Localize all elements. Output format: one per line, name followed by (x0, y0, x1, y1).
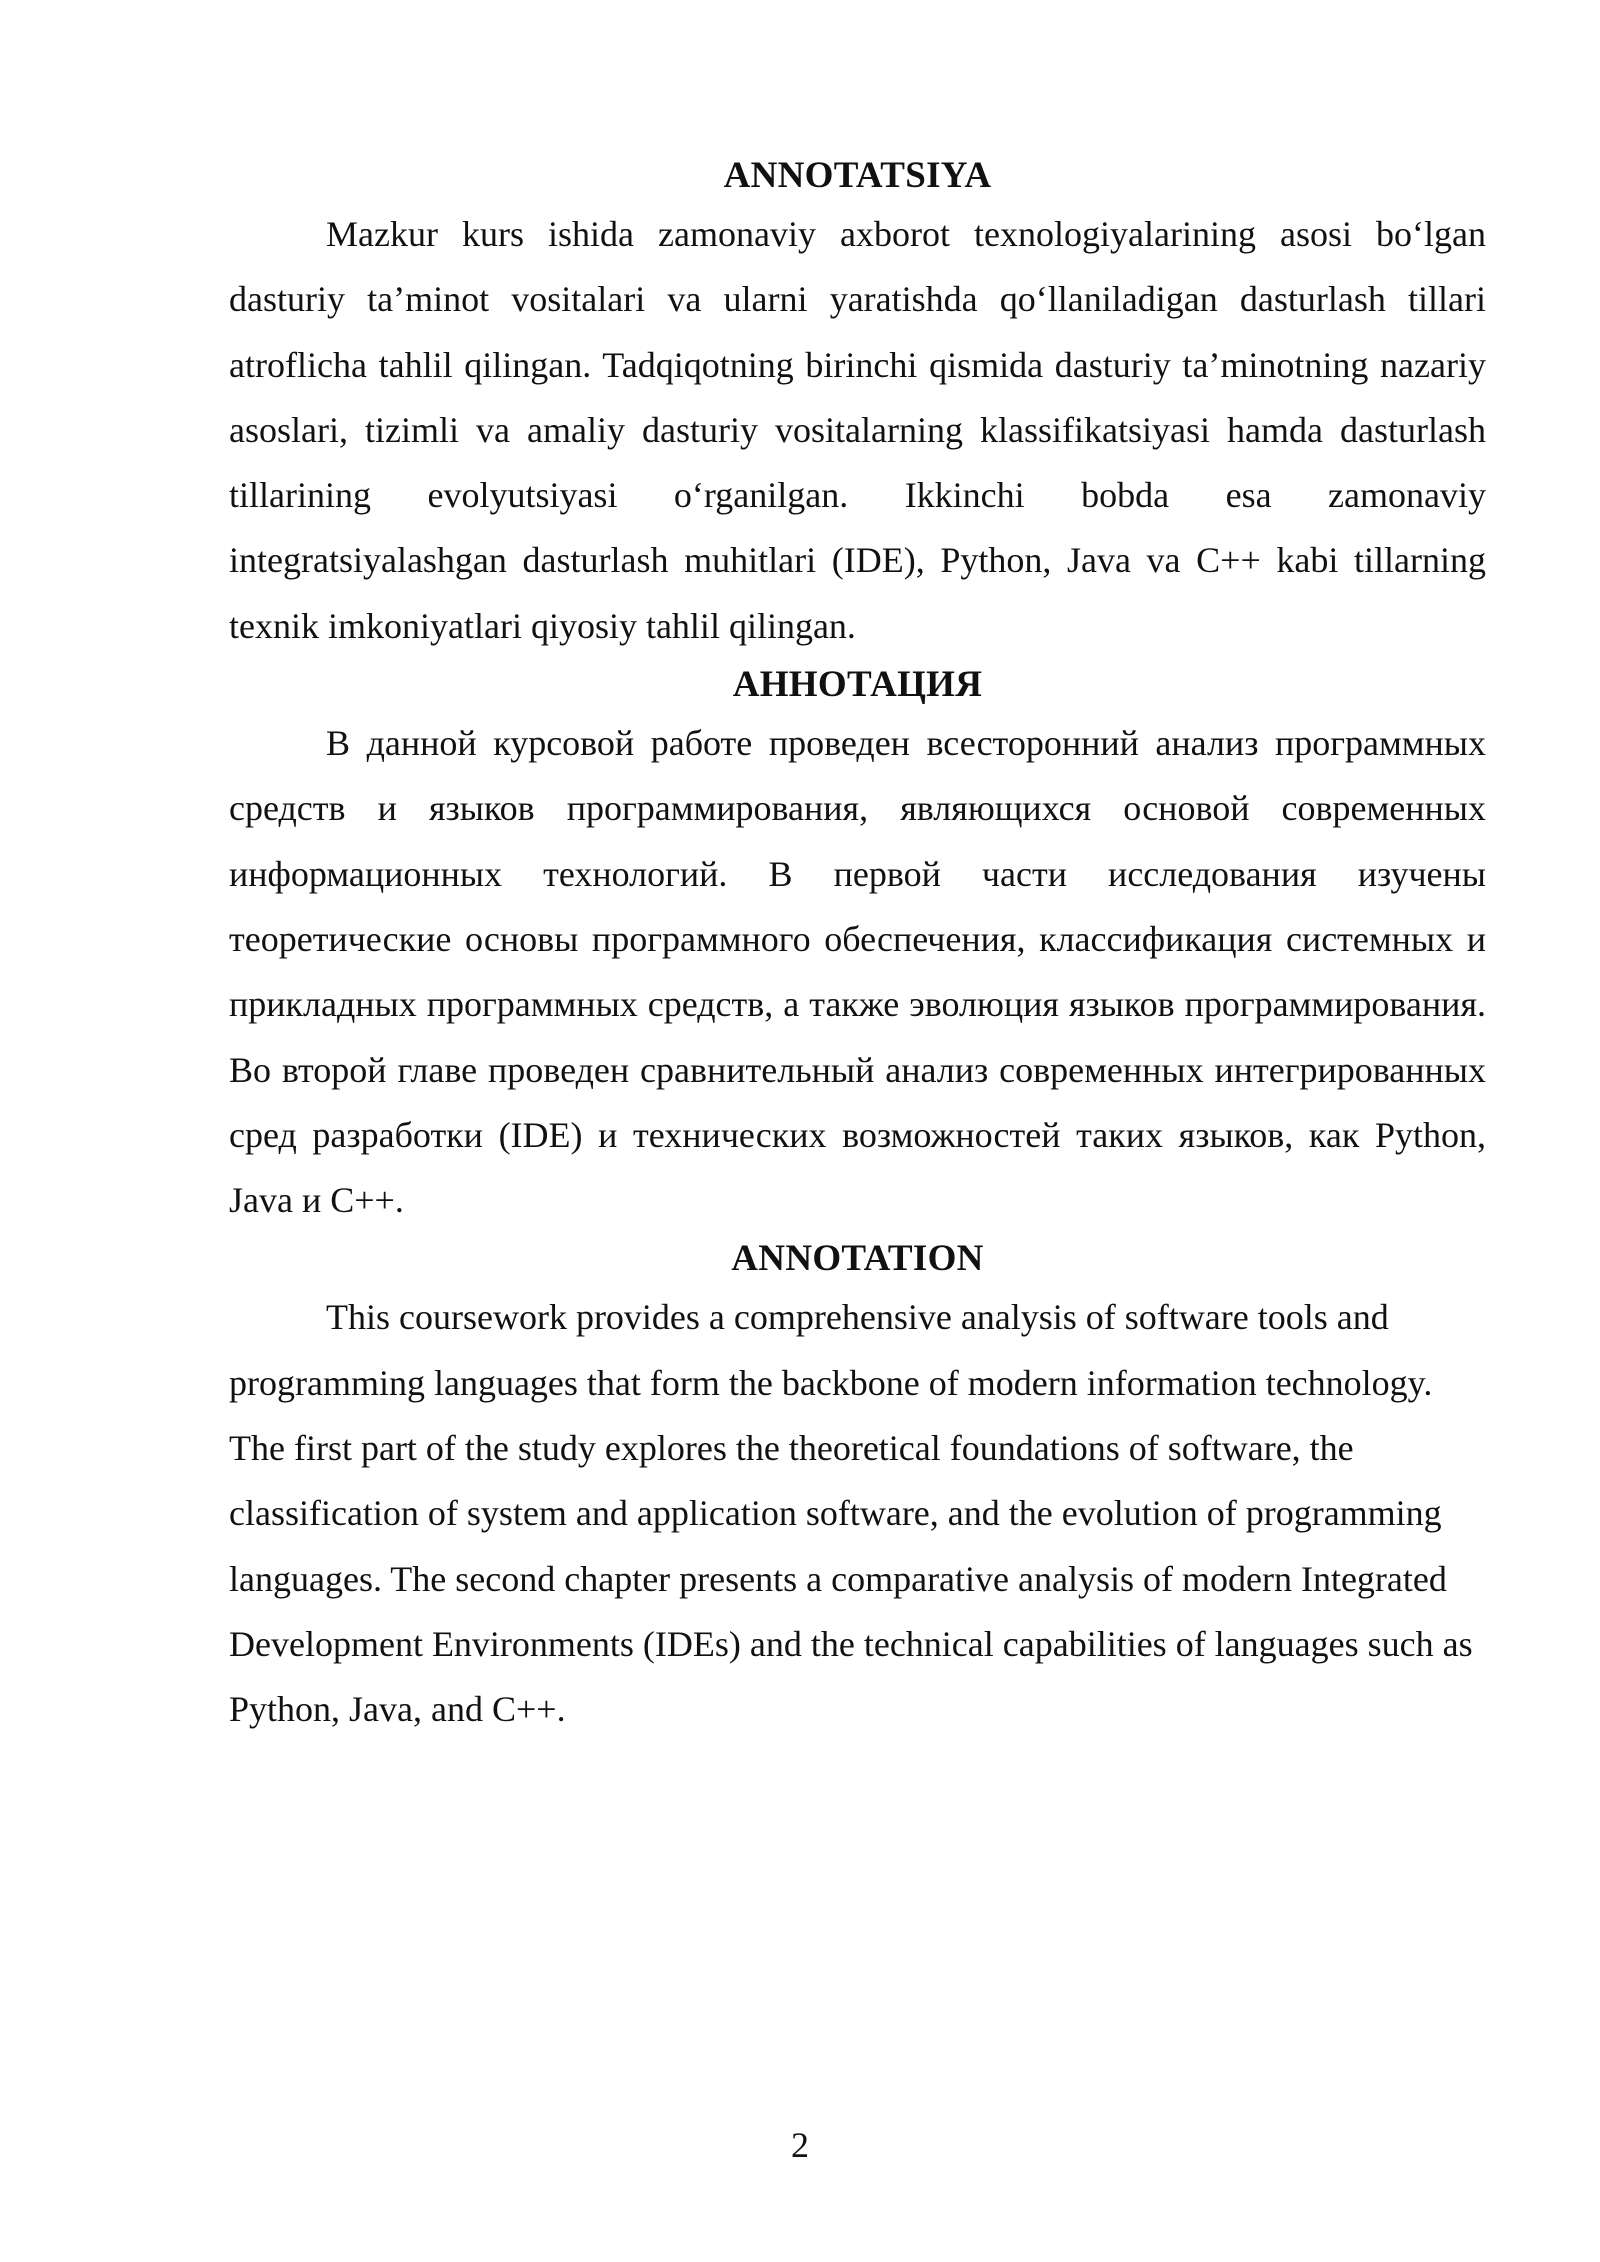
paragraph-uzbek: Mazkur kurs ishida zamonaviy axborot texnologiyalarining asosi bo‘lgan dasturiy ta’minot vositalari va ularni yaratishda qo‘llaniladigan dasturlash tillari atroflicha tahlil qilingan. Tadqiqotning birinchi qismida dasturiy ta’minotning nazariy asoslari, tizimli va amaliy dasturiy vositalarning klassifikatsiyasi hamda dasturlash tillarining evolyutsiyasi o‘rganilgan. Ikkinchi bobda esa zamonaviy integratsiyalashgan dasturlash muhitlari (IDE), Python, Java va C++ kabi tillarning texnik imkoniyatlari qiyosiy tahlil qilingan. (229, 214, 1486, 646)
page-number: 2 (791, 2125, 809, 2165)
paragraph-english: This coursework provides a comprehensive analysis of software tools and programming languages that form the backbone of modern information technology. The first part of the study explores the theoretical foundations of software, the classification of system and application software, and the evolution of programming languages. The second chapter presents a comparative analysis of modern Integrated Development Environments (IDEs) and the technical capabilities of languages such as Python, Java, and C++. (229, 1297, 1473, 1730)
heading-russian: АННОТАЦИЯ (732, 664, 983, 706)
heading-uzbek: ANNOTATSIYA (723, 155, 992, 196)
paragraph-russian: В данной курсовой работе проведен всесторонний анализ программных средств и языков программирования, являющихся основой современных информационных технологий. В первой части исследования изучены теоретические основы программного обеспечения, классификация системных и прикладных программных средств, а также эволюция языков программирования. Во второй главе проведен сравнительный анализ современных интегрированных сред разработки (IDE) и технических возможностей таких языков, как Python, Java и C++. (229, 723, 1486, 1221)
annotations-content (229, 150, 1486, 1743)
heading-english: ANNOTATION (731, 1238, 984, 1280)
